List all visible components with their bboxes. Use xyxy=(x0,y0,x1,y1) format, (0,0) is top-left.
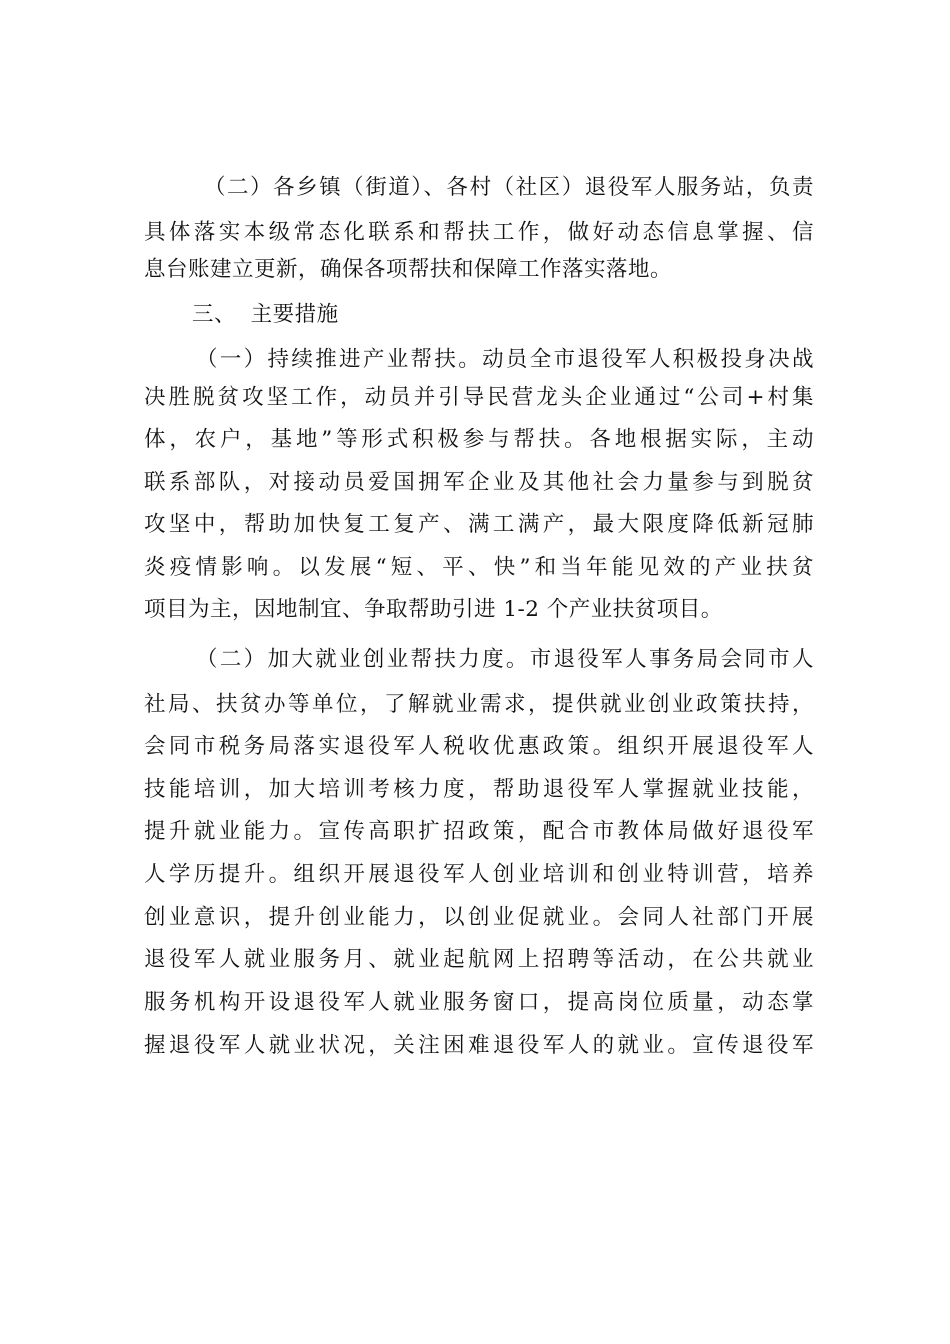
paragraph-line: 联系部队，对接动员爱国拥军企业及其他社会力量参与到脱贫 xyxy=(144,470,814,495)
paragraph-line: （一）持续推进产业帮扶。动员全市退役军人积极投身决战 xyxy=(196,347,814,372)
paragraph-line: 体，农户，基地”等形式积极参与帮扶。各地根据实际，主动 xyxy=(144,427,814,452)
section-heading: 三、 主要措施 xyxy=(192,302,339,327)
paragraph-line: 炎疫情影响。以发展“短、平、快”和当年能见效的产业扶贫 xyxy=(144,555,814,580)
paragraph-line: （二）加大就业创业帮扶力度。市退役军人事务局会同市人 xyxy=(196,647,814,672)
paragraph-line: 具体落实本级常态化联系和帮扶工作，做好动态信息掌握、信 xyxy=(144,220,814,245)
paragraph-line: 握退役军人就业状况，关注困难退役军人的就业。宣传退役军 xyxy=(144,1033,814,1058)
paragraph-line: 技能培训，加大培训考核力度，帮助退役军人掌握就业技能， xyxy=(144,777,814,802)
paragraph-line: 人学历提升。组织开展退役军人创业培训和创业特训营，培养 xyxy=(144,862,814,887)
paragraph-line: （二）各乡镇（街道）、各村（社区）退役军人服务站，负责 xyxy=(204,175,814,200)
paragraph-line: 退役军人就业服务月、就业起航网上招聘等活动，在公共就业 xyxy=(144,947,814,972)
paragraph-line: 服务机构开设退役军人就业服务窗口，提高岗位质量，动态掌 xyxy=(144,990,814,1015)
paragraph-line: 息台账建立更新，确保各项帮扶和保障工作落实落地。 xyxy=(144,257,673,282)
paragraph-line: 社局、扶贫办等单位，了解就业需求，提供就业创业政策扶持， xyxy=(144,692,814,717)
paragraph-line: 提升就业能力。宣传高职扩招政策，配合市教体局做好退役军 xyxy=(144,819,814,844)
paragraph-line: 会同市税务局落实退役军人税收优惠政策。组织开展退役军人 xyxy=(144,734,814,759)
paragraph-line: 攻坚中，帮助加快复工复产、满工满产，最大限度降低新冠肺 xyxy=(144,512,814,537)
paragraph-line: 项目为主，因地制宜、争取帮助引进 1-2 个产业扶贫项目。 xyxy=(144,597,723,622)
paragraph-line: 决胜脱贫攻坚工作，动员并引导民营龙头企业通过“公司+村集 xyxy=(144,385,814,410)
paragraph-line: 创业意识，提升创业能力，以创业促就业。会同人社部门开展 xyxy=(144,905,814,930)
